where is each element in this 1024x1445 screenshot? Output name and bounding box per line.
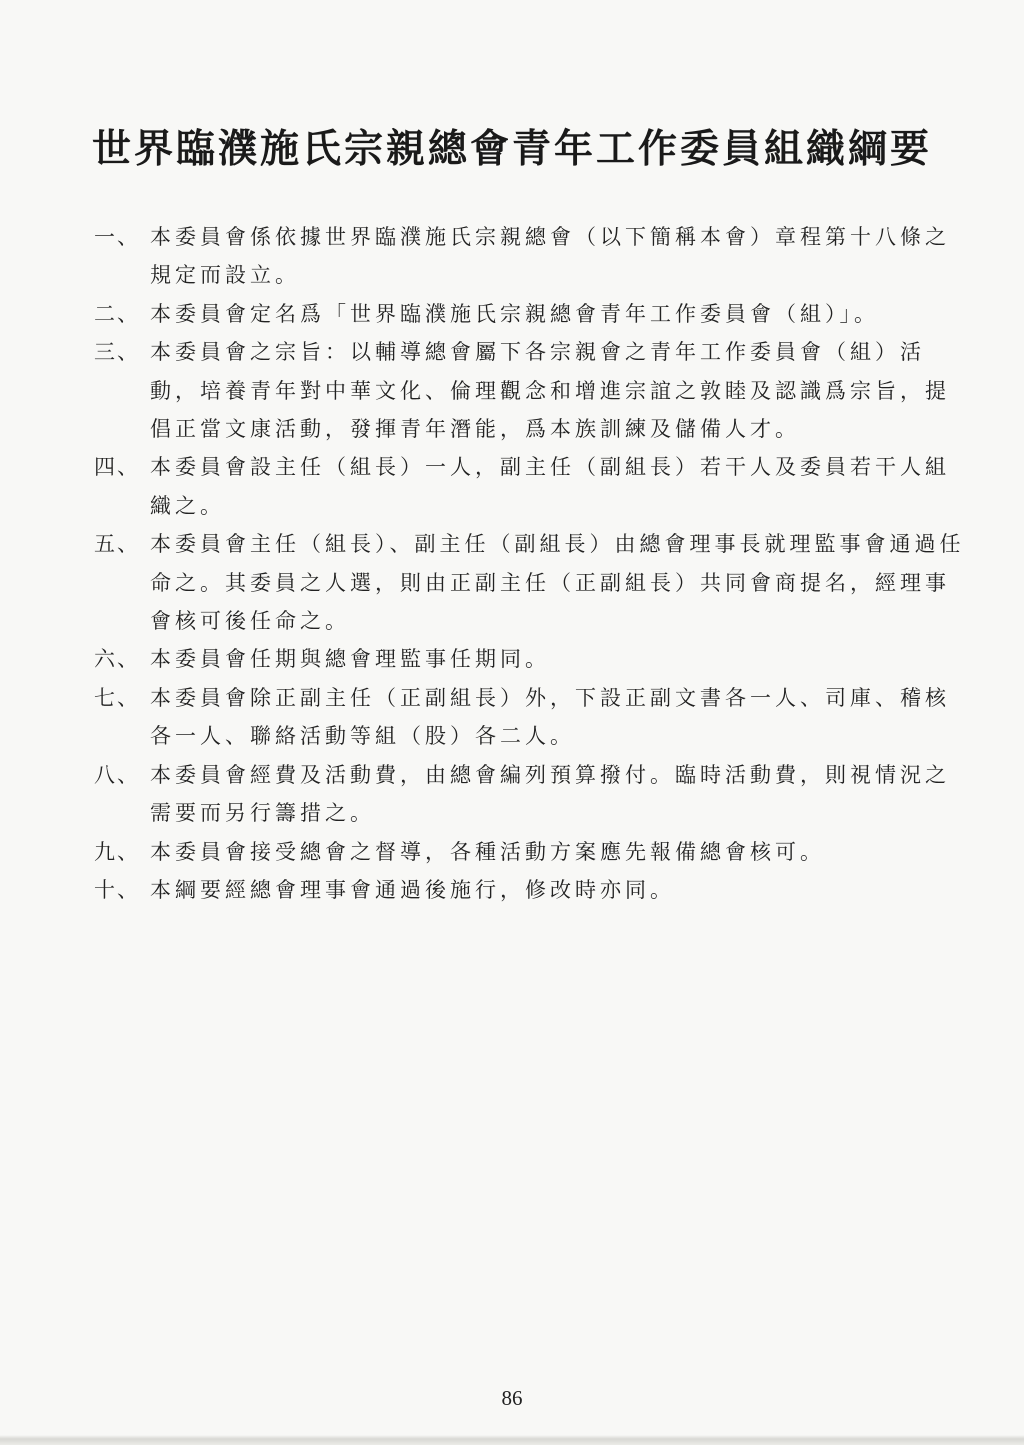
article-number: 三、 — [94, 340, 140, 365]
article-text: 本委員會定名爲「世界臨濮施氏宗親總會青年工作委員會（組）」。 — [150, 301, 879, 326]
document-title: 世界臨濮施氏宗親總會青年工作委員組織綱要 — [91, 127, 932, 173]
article-item — [94, 295, 974, 333]
article-item — [94, 640, 974, 678]
article-text: 本委員會設主任（組長）一人，副主任（副組長）若干人及委員若干人組織之。 — [150, 455, 950, 518]
article-number: 七、 — [94, 685, 140, 710]
article-text: 本委員會任期與總會理監事任期同。 — [150, 647, 550, 672]
article-number: 九、 — [94, 839, 140, 864]
article-item — [94, 448, 974, 525]
article-text: 本委員會之宗旨：以輔導總會屬下各宗親會之青年工作委員會（組）活動，培養青年對中華文化、倫理觀念和增進宗誼之敦睦及認識爲宗旨，提倡正當文康活動，發揮青年潛能，爲本族訓練及儲備人才。 — [150, 340, 950, 442]
article-item — [94, 756, 974, 833]
scan-edge-shadow — [0, 1435, 1024, 1445]
article-number: 一、 — [94, 225, 140, 249]
article-text: 本委員會經費及活動費，由總會編列預算撥付。臨時活動費，則視情況之需要而另行籌措之。 — [150, 762, 950, 826]
article-item — [94, 679, 974, 756]
article-item — [94, 333, 974, 448]
article-number: 四、 — [94, 455, 140, 480]
article-item — [94, 833, 974, 871]
article-number: 二、 — [94, 301, 140, 326]
article-item — [94, 871, 974, 909]
article-text: 本綱要經總會理事會通過後施行，修改時亦同。 — [150, 877, 675, 902]
article-item — [94, 525, 974, 640]
article-list — [94, 218, 974, 909]
article-item — [94, 218, 974, 295]
article-text: 本委員會係依據世界臨濮施氏宗親總會（以下簡稱本會）章程第十八條之規定而設立。 — [150, 225, 950, 288]
article-number: 六、 — [94, 647, 140, 672]
article-text: 本委員會除正副主任（正副組長）外，下設正副文書各一人、司庫、稽核各一人、聯絡活動等組（股）各二人。 — [150, 685, 950, 749]
article-number: 八、 — [94, 762, 140, 787]
article-number: 十、 — [94, 877, 140, 902]
page-number: 86 — [501, 1386, 523, 1410]
article-text: 本委員會接受總會之督導，各種活動方案應先報備總會核可。 — [150, 839, 825, 864]
article-number: 五、 — [94, 532, 140, 557]
article-text: 本委員會主任（組長）、副主任（副組長）由總會理事長就理監事會通過任命之。其委員之人選，則由正副主任（正副組長）共同會商提名，經理事會核可後任命之。 — [150, 532, 965, 634]
